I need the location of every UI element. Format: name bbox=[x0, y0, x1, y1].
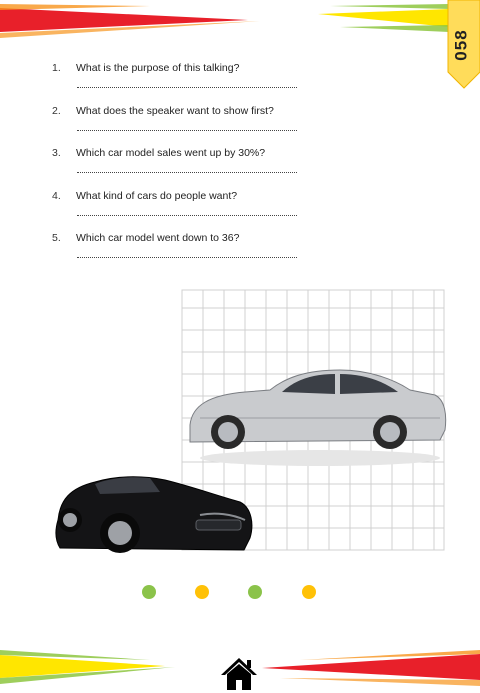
home-icon[interactable] bbox=[220, 656, 258, 692]
question-text: Which car model went down to 36? bbox=[76, 232, 240, 244]
question-text: Which car model sales went up by 30%? bbox=[76, 147, 266, 159]
question-number: 5. bbox=[52, 232, 61, 244]
bottom-right-red-stripe bbox=[262, 654, 480, 680]
question-text: What is the purpose of this talking? bbox=[76, 62, 240, 74]
question-number: 2. bbox=[52, 104, 61, 117]
question-number: 4. bbox=[52, 189, 61, 202]
page-number: 058 bbox=[452, 29, 471, 61]
question-text: What does the speaker want to show first? bbox=[76, 104, 274, 117]
question-number: 1. bbox=[52, 62, 61, 74]
question-text: What kind of cars do people want? bbox=[76, 189, 238, 202]
question-number: 3. bbox=[52, 147, 61, 159]
